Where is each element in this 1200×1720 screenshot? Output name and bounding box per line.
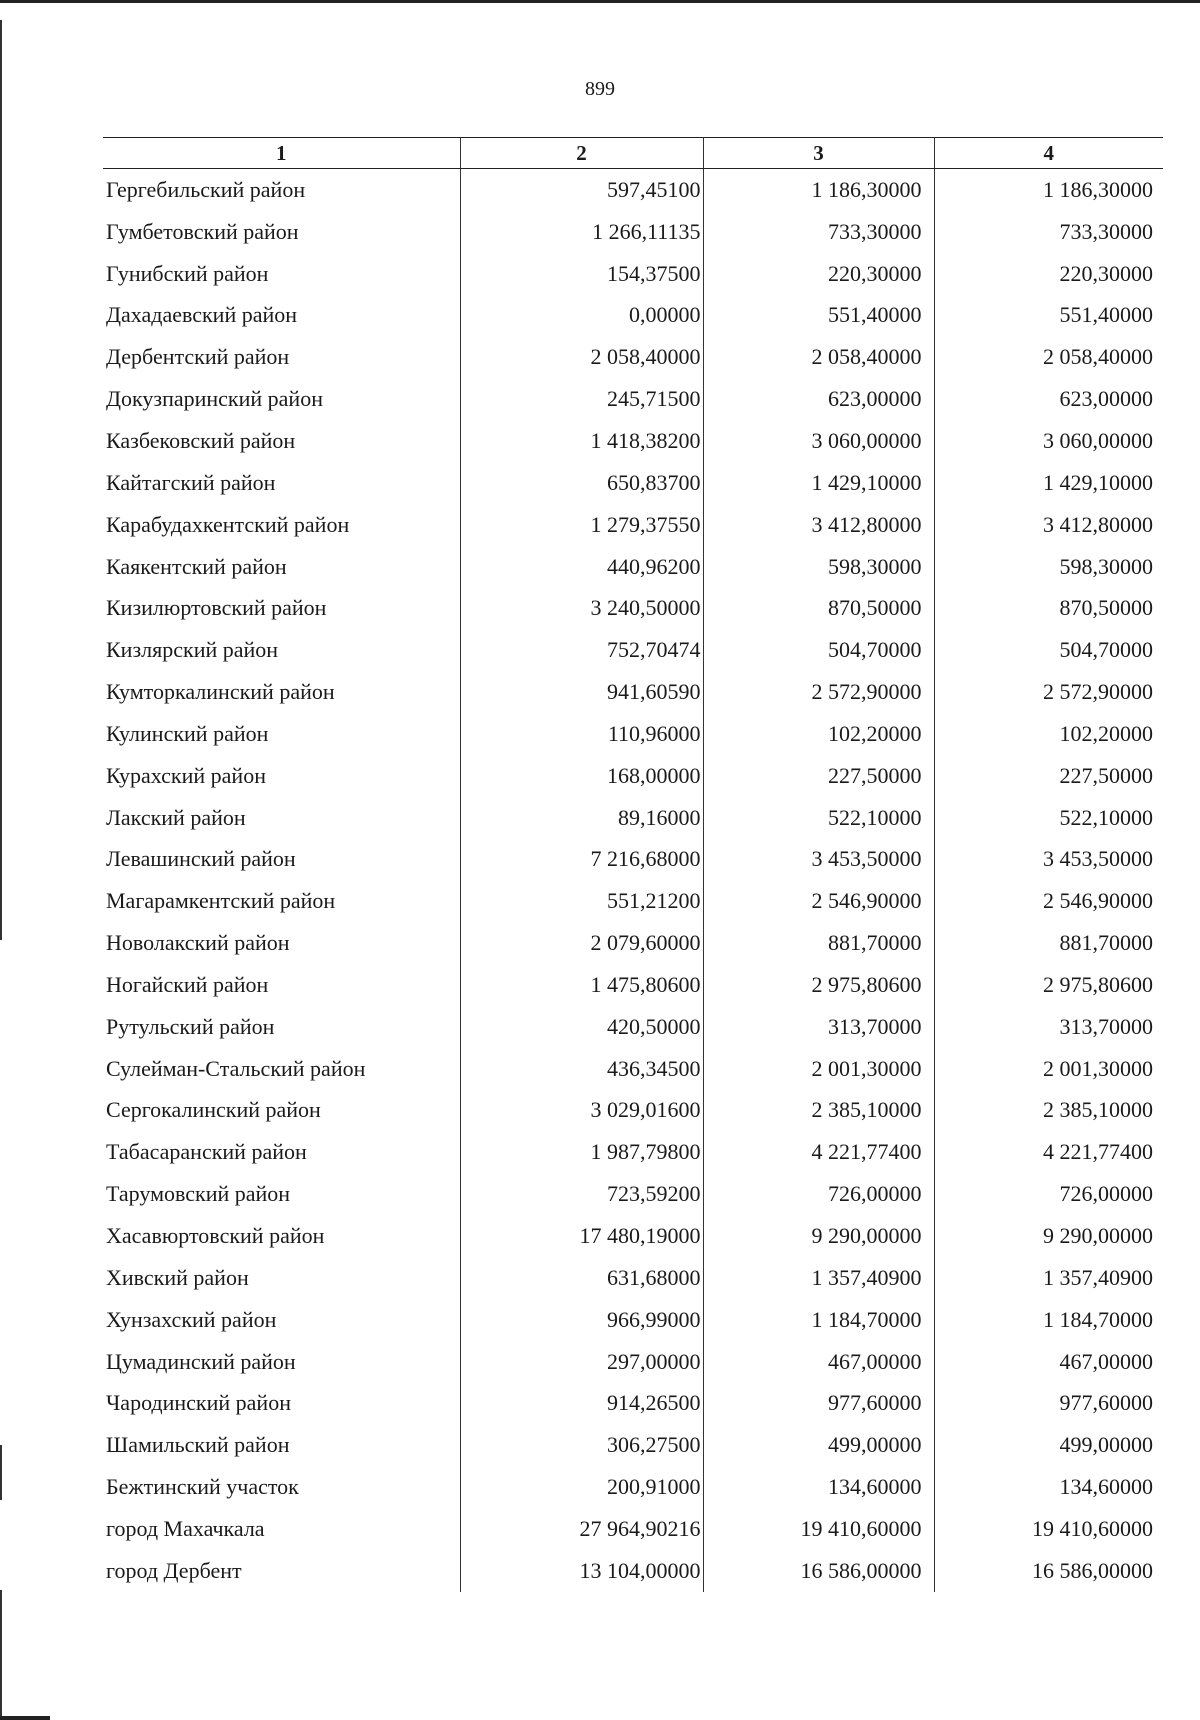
value-col-4-cell: 870,50000	[1059, 595, 1153, 621]
value-col-2-cell: 27 964,90216	[460, 1508, 703, 1550]
value-col-4-cell: 9 290,00000	[1043, 1223, 1153, 1249]
district-name-cell: Левашинский район	[106, 846, 296, 872]
value-col-3-cell: 9 290,00000	[703, 1215, 934, 1257]
value-col-3-cell: 16 586,00000	[703, 1550, 934, 1592]
value-col-2-cell: 420,50000	[460, 1006, 703, 1048]
district-name-cell: Дербентский район	[106, 344, 290, 370]
district-name-cell: Хивский район	[106, 1264, 249, 1290]
value-col-2-cell: 245,71500	[460, 378, 703, 420]
value-col-4-cell: 3 453,50000	[1043, 846, 1153, 872]
table-row	[103, 169, 1163, 211]
table-row	[103, 1382, 1163, 1424]
value-col-3-cell: 733,30000	[703, 211, 934, 253]
value-col-4-cell: 623,00000	[1059, 386, 1153, 412]
table-row	[103, 797, 1163, 839]
value-col-3-cell: 1 429,10000	[703, 462, 934, 504]
scan-edge-top	[0, 0, 1200, 3]
column-header-4: 4	[934, 138, 1163, 169]
value-col-3-cell: 499,00000	[703, 1424, 934, 1466]
value-col-2-cell: 723,59200	[460, 1173, 703, 1215]
table-row	[103, 1215, 1163, 1257]
district-name-cell: Табасаранский район	[106, 1139, 307, 1165]
value-col-3-cell: 598,30000	[703, 546, 934, 588]
value-col-2-cell: 436,34500	[460, 1048, 703, 1090]
district-name-cell: Кайтагский район	[106, 469, 276, 495]
table-row	[103, 420, 1163, 462]
scan-edge-mark	[0, 1590, 2, 1720]
value-col-3-cell: 2 058,40000	[703, 336, 934, 378]
table-row	[103, 880, 1163, 922]
table-header	[103, 138, 1163, 169]
value-col-2-cell: 297,00000	[460, 1341, 703, 1383]
value-col-3-cell: 2 572,90000	[703, 671, 934, 713]
value-col-2-cell: 551,21200	[460, 880, 703, 922]
scan-edge-bottom	[0, 1716, 50, 1720]
value-col-4-cell: 2 385,10000	[1043, 1097, 1153, 1123]
column-header-1: 1	[103, 138, 460, 169]
value-col-4-cell: 733,30000	[1059, 218, 1153, 244]
value-col-2-cell: 1 266,11135	[460, 211, 703, 253]
value-col-3-cell: 870,50000	[703, 587, 934, 629]
column-header-2: 2	[460, 138, 703, 169]
value-col-4-cell: 134,60000	[1059, 1474, 1153, 1500]
district-name-cell: Дахадаевский район	[106, 302, 298, 328]
district-name-cell: Шамильский район	[106, 1432, 290, 1458]
district-name-cell: Докузпаринский район	[106, 386, 323, 412]
scan-edge-left	[0, 20, 2, 940]
table-row	[103, 1257, 1163, 1299]
value-col-2-cell: 306,27500	[460, 1424, 703, 1466]
value-col-2-cell: 752,70474	[460, 629, 703, 671]
table-row	[103, 336, 1163, 378]
value-col-4-cell: 220,30000	[1059, 260, 1153, 286]
value-col-3-cell: 3 453,50000	[703, 839, 934, 881]
table-row	[103, 671, 1163, 713]
value-col-4-cell: 19 410,60000	[1032, 1515, 1153, 1541]
value-col-2-cell: 2 058,40000	[460, 336, 703, 378]
value-col-4-cell: 726,00000	[1059, 1181, 1153, 1207]
value-col-4-cell: 1 184,70000	[1043, 1306, 1153, 1332]
table-row	[103, 1090, 1163, 1132]
value-col-3-cell: 467,00000	[703, 1341, 934, 1383]
value-col-3-cell: 220,30000	[703, 253, 934, 295]
table-row	[103, 1550, 1163, 1592]
table-row	[103, 1006, 1163, 1048]
value-col-3-cell: 726,00000	[703, 1173, 934, 1215]
district-name-cell: Рутульский район	[106, 1013, 275, 1039]
value-col-2-cell: 914,26500	[460, 1382, 703, 1424]
value-col-4-cell: 504,70000	[1059, 637, 1153, 663]
value-col-2-cell: 3 240,50000	[460, 587, 703, 629]
value-col-4-cell: 2 572,90000	[1043, 679, 1153, 705]
table-row	[103, 587, 1163, 629]
table-row	[103, 629, 1163, 671]
value-col-3-cell: 313,70000	[703, 1006, 934, 1048]
value-col-3-cell: 2 975,80600	[703, 964, 934, 1006]
value-col-4-cell: 2 975,80600	[1043, 971, 1153, 997]
table-row	[103, 462, 1163, 504]
table-row	[103, 1131, 1163, 1173]
value-col-2-cell: 597,45100	[460, 169, 703, 211]
value-col-2-cell: 966,99000	[460, 1299, 703, 1341]
table-body	[103, 169, 1163, 1592]
table-row	[103, 1508, 1163, 1550]
table-row	[103, 546, 1163, 588]
value-col-2-cell: 200,91000	[460, 1466, 703, 1508]
district-name-cell: Кумторкалинский район	[106, 679, 335, 705]
table-row	[103, 755, 1163, 797]
district-name-cell: Гергебильский район	[106, 176, 306, 202]
district-name-cell: Бежтинский участок	[106, 1474, 299, 1500]
value-col-3-cell: 1 357,40900	[703, 1257, 934, 1299]
value-col-2-cell: 440,96200	[460, 546, 703, 588]
value-col-2-cell: 1 279,37550	[460, 504, 703, 546]
value-col-2-cell: 89,16000	[460, 797, 703, 839]
value-col-3-cell: 623,00000	[703, 378, 934, 420]
district-name-cell: Тарумовский район	[106, 1181, 291, 1207]
table-row	[103, 964, 1163, 1006]
value-col-2-cell: 3 029,01600	[460, 1090, 703, 1132]
table-row	[103, 253, 1163, 295]
table-row	[103, 1299, 1163, 1341]
table-row	[103, 1466, 1163, 1508]
value-col-2-cell: 650,83700	[460, 462, 703, 504]
value-col-4-cell: 16 586,00000	[1032, 1557, 1153, 1583]
value-col-4-cell: 522,10000	[1059, 804, 1153, 830]
table-row	[103, 211, 1163, 253]
table-row	[103, 839, 1163, 881]
table-row	[103, 1048, 1163, 1090]
district-name-cell: город Махачкала	[106, 1515, 265, 1541]
district-name-cell: Цумадинский район	[106, 1348, 296, 1374]
value-col-4-cell: 4 221,77400	[1043, 1139, 1153, 1165]
district-name-cell: Казбековский район	[106, 427, 296, 453]
value-col-2-cell: 1 475,80600	[460, 964, 703, 1006]
table-row	[103, 295, 1163, 337]
district-name-cell: Кулинский район	[106, 720, 269, 746]
budget-table	[103, 137, 1163, 1592]
table-row	[103, 1424, 1163, 1466]
value-col-4-cell: 499,00000	[1059, 1432, 1153, 1458]
value-col-2-cell: 13 104,00000	[460, 1550, 703, 1592]
table-row	[103, 378, 1163, 420]
value-col-4-cell: 467,00000	[1059, 1348, 1153, 1374]
district-name-cell: Гумбетовский район	[106, 218, 299, 244]
district-name-cell: Сергокалинский район	[106, 1097, 321, 1123]
district-name-cell: Сулейман-Стальский район	[106, 1055, 366, 1081]
value-col-4-cell: 227,50000	[1059, 762, 1153, 788]
value-col-4-cell: 598,30000	[1059, 553, 1153, 579]
value-col-4-cell: 1 186,30000	[1043, 176, 1153, 202]
value-col-4-cell: 3 412,80000	[1043, 511, 1153, 537]
value-col-3-cell: 2 001,30000	[703, 1048, 934, 1090]
value-col-2-cell: 154,37500	[460, 253, 703, 295]
value-col-2-cell: 110,96000	[460, 713, 703, 755]
column-header-3: 3	[703, 138, 934, 169]
district-name-cell: Ногайский район	[106, 971, 269, 997]
value-col-2-cell: 17 480,19000	[460, 1215, 703, 1257]
district-name-cell: Лакский район	[106, 804, 246, 830]
value-col-3-cell: 3 412,80000	[703, 504, 934, 546]
scan-edge-mark	[0, 1445, 2, 1500]
value-col-4-cell: 102,20000	[1059, 720, 1153, 746]
page-number: 899	[585, 78, 615, 100]
value-col-2-cell: 2 079,60000	[460, 922, 703, 964]
value-col-4-cell: 2 058,40000	[1043, 344, 1153, 370]
value-col-3-cell: 3 060,00000	[703, 420, 934, 462]
value-col-3-cell: 102,20000	[703, 713, 934, 755]
value-col-4-cell: 551,40000	[1059, 302, 1153, 328]
district-name-cell: Хунзахский район	[106, 1306, 277, 1332]
value-col-3-cell: 504,70000	[703, 629, 934, 671]
value-col-3-cell: 522,10000	[703, 797, 934, 839]
district-name-cell: Новолакский район	[106, 930, 290, 956]
district-name-cell: Карабудахкентский район	[106, 511, 350, 537]
value-col-3-cell: 134,60000	[703, 1466, 934, 1508]
value-col-3-cell: 2 385,10000	[703, 1090, 934, 1132]
value-col-2-cell: 631,68000	[460, 1257, 703, 1299]
district-name-cell: Хасавюртовский район	[106, 1223, 325, 1249]
table-row	[103, 1341, 1163, 1383]
value-col-4-cell: 1 429,10000	[1043, 469, 1153, 495]
value-col-4-cell: 1 357,40900	[1043, 1264, 1153, 1290]
district-name-cell: Каякентский район	[106, 553, 287, 579]
value-col-3-cell: 881,70000	[703, 922, 934, 964]
value-col-4-cell: 2 546,90000	[1043, 888, 1153, 914]
value-col-4-cell: 977,60000	[1059, 1390, 1153, 1416]
district-name-cell: Гунибский район	[106, 260, 269, 286]
district-name-cell: город Дербент	[106, 1557, 242, 1583]
value-col-2-cell: 0,00000	[460, 295, 703, 337]
district-name-cell: Чародинский район	[106, 1390, 291, 1416]
value-col-3-cell: 4 221,77400	[703, 1131, 934, 1173]
district-name-cell: Кизилюртовский район	[106, 595, 327, 621]
table-row	[103, 713, 1163, 755]
value-col-2-cell: 1 418,38200	[460, 420, 703, 462]
value-col-3-cell: 2 546,90000	[703, 880, 934, 922]
district-name-cell: Магарамкентский район	[106, 888, 336, 914]
value-col-3-cell: 1 184,70000	[703, 1299, 934, 1341]
district-name-cell: Курахский район	[106, 762, 266, 788]
value-col-2-cell: 1 987,79800	[460, 1131, 703, 1173]
value-col-3-cell: 227,50000	[703, 755, 934, 797]
value-col-3-cell: 1 186,30000	[703, 169, 934, 211]
value-col-4-cell: 3 060,00000	[1043, 427, 1153, 453]
value-col-2-cell: 7 216,68000	[460, 839, 703, 881]
table-row	[103, 1173, 1163, 1215]
value-col-3-cell: 977,60000	[703, 1382, 934, 1424]
table-row	[103, 922, 1163, 964]
value-col-3-cell: 19 410,60000	[703, 1508, 934, 1550]
value-col-2-cell: 941,60590	[460, 671, 703, 713]
value-col-4-cell: 313,70000	[1059, 1013, 1153, 1039]
value-col-4-cell: 2 001,30000	[1043, 1055, 1153, 1081]
district-name-cell: Кизлярский район	[106, 637, 279, 663]
value-col-3-cell: 551,40000	[703, 295, 934, 337]
value-col-2-cell: 168,00000	[460, 755, 703, 797]
table-row	[103, 504, 1163, 546]
value-col-4-cell: 881,70000	[1059, 930, 1153, 956]
